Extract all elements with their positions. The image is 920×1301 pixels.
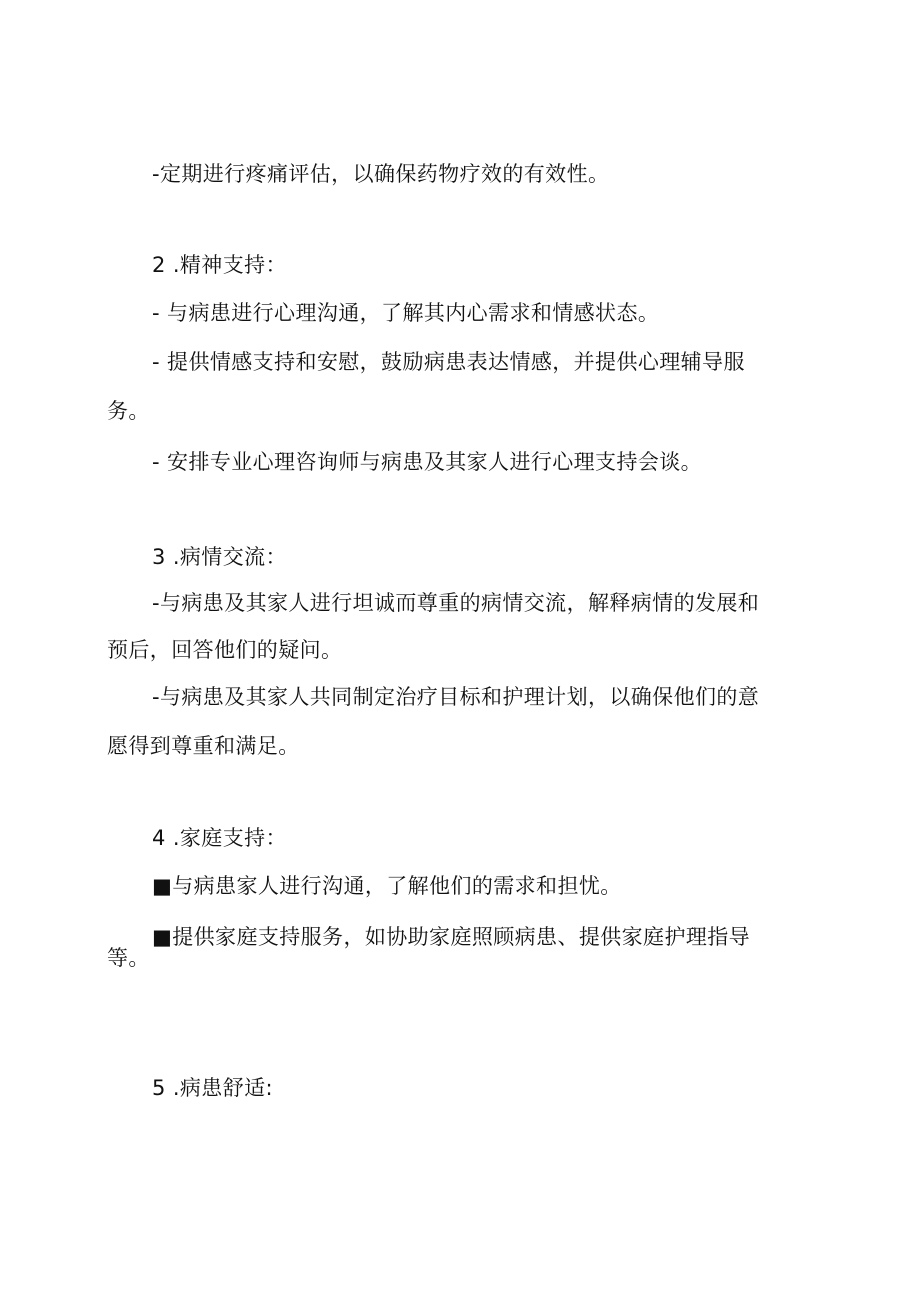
text-line-counselor-session: - 安排专业心理咨询师与病患及其家人进行心理支持会谈。 [152, 450, 703, 474]
heading-spiritual-support: 2 .精神支持： [152, 253, 287, 277]
heading-patient-comfort: 5 .病患舒适: [152, 1076, 273, 1100]
text-line-family-communication: ■与病患家人进行沟通，了解他们的需求和担忧。 [152, 874, 622, 898]
text-line-pain-assessment: -定期进行疼痛评估，以确保药物疗效的有效性。 [152, 162, 610, 186]
heading-family-support: 4 .家庭支持： [152, 826, 287, 850]
heading-condition-communication: 3 .病情交流： [152, 545, 287, 569]
text-line-honest-communication: -与病患及其家人进行坦诚而尊重的病情交流，解释病情的发展和 [152, 591, 760, 615]
text-line-emotional-support: - 提供情感支持和安慰，鼓励病患表达情感，并提供心理辅导服 [152, 350, 745, 374]
text-line-emotional-support-cont: 务。 [107, 399, 150, 423]
text-line-family-services: ■提供家庭支持服务，如协助家庭照顾病患、提供家庭护理指导 [152, 925, 751, 949]
text-line-honest-communication-cont: 预后，回答他们的疑问。 [107, 638, 343, 662]
text-line-care-plan: -与病患及其家人共同制定治疗目标和护理计划，以确保他们的意 [152, 685, 760, 709]
text-line-family-services-cont: 等。 [107, 946, 150, 970]
text-line-care-plan-cont: 愿得到尊重和满足。 [107, 734, 300, 758]
text-line-psych-communication: - 与病患进行心理沟通，了解其内心需求和情感状态。 [152, 301, 660, 325]
